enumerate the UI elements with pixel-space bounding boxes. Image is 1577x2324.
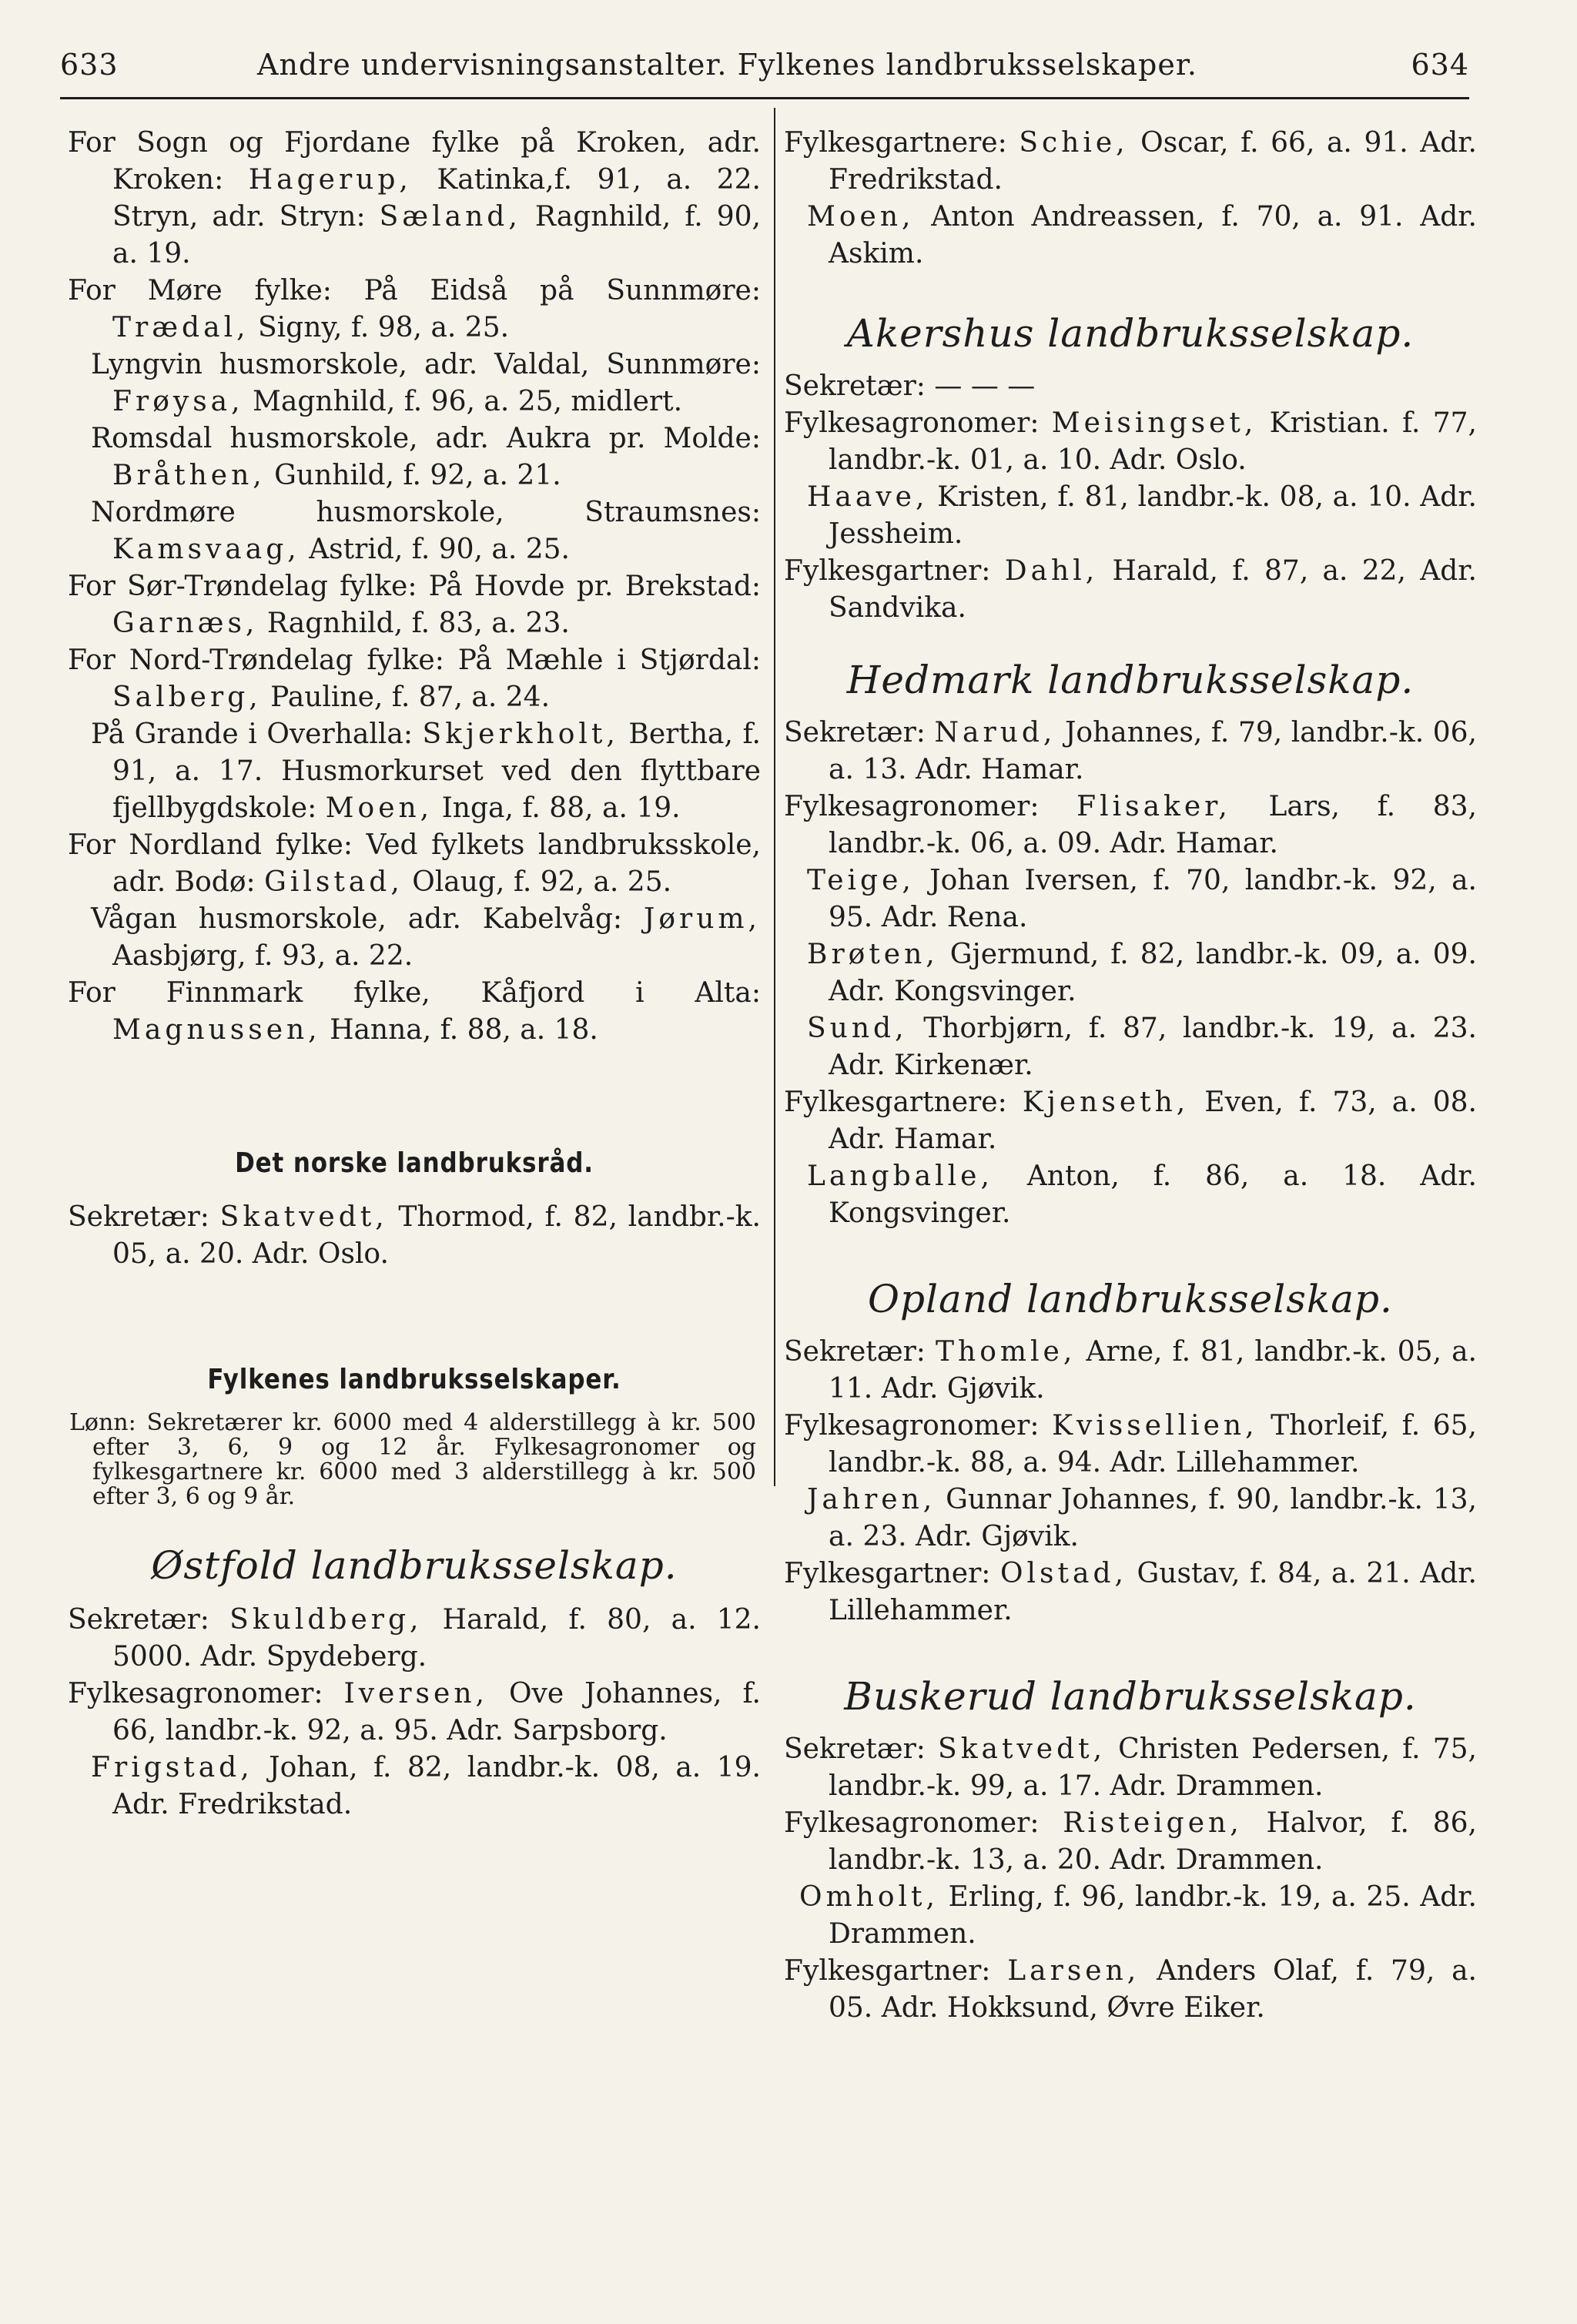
- section-heading: Opland landbruksselskap.: [868, 1277, 1393, 1321]
- section-heading: Akershus landbruksselskap.: [846, 311, 1415, 356]
- list-item: Sekretær: — — —: [784, 370, 1036, 402]
- list-item: Langballe, Anton, f. 86, a. 18. Adr. Kongsvinger.: [807, 1160, 1477, 1229]
- page-number-left: 633: [60, 48, 119, 82]
- list-item: Fylkesagronomer: Kvissellien, Thorleif, f. 65, landbr.-k. 88, a. 94. Adr. Lillehammer.: [784, 1410, 1477, 1478]
- list-item: Vågan husmorskole, adr. Kabelvåg: Jørum, Aasbjørg, f. 93, a. 22.: [91, 903, 761, 972]
- list-item: Haave, Kristen, f. 81, landbr.-k. 08, a. 10. Adr. Jessheim.: [807, 481, 1477, 550]
- running-header: [60, 48, 1469, 94]
- list-item: Jahren, Gunnar Johannes, f. 90, landbr.-k. 13, a. 23. Adr. Gjøvik.: [807, 1484, 1477, 1552]
- list-item: Fylkesgartnere: Kjenseth, Even, f. 73, a. 08. Adr. Hamar.: [784, 1087, 1477, 1155]
- list-item: Sekretær: Skatvedt, Christen Pedersen, f. 75, landbr.-k. 99, a. 17. Adr. Drammen.: [784, 1733, 1477, 1802]
- list-item: For Nordland fylke: Ved fylkets landbruksskole, adr. Bodø: Gilstad, Olaug, f. 92, a. 25.: [68, 829, 761, 898]
- list-item: Fylkesagronomer: Iversen, Ove Johannes, f. 66, landbr.-k. 92, a. 95. Adr. Sarpsborg.: [68, 1678, 761, 1746]
- section-heading: Buskerud landbruksselskap.: [844, 1674, 1417, 1719]
- section-heading: Fylkenes landbruksselskaper.: [207, 1364, 621, 1395]
- list-item: Frigstad, Johan, f. 82, landbr.-k. 08, a. 19. Adr. Fredrikstad.: [91, 1752, 761, 1820]
- list-item: Fylkesgartner: Dahl, Harald, f. 87, a. 22, Adr. Sandvika.: [784, 555, 1477, 624]
- list-item: På Grande i Overhalla: Skjerkholt, Bertha, f. 91, a. 17. Husmorkurset ved den flyttbare fjellbygdskole: Moen, Inga, f. 88, a. 19.: [91, 718, 761, 824]
- list-item: Fylkesagronomer: Meisingset, Kristian. f. 77, landbr.-k. 01, a. 10. Adr. Oslo.: [784, 407, 1477, 476]
- list-item: For Nord-Trøndelag fylke: På Mæhle i Stjørdal: Salberg, Pauline, f. 87, a. 24.: [68, 645, 761, 713]
- list-item: Fylkesagronomer: Risteigen, Halvor, f. 86, landbr.-k. 13, a. 20. Adr. Drammen.: [784, 1807, 1477, 1876]
- list-item: Fylkesgartner: Olstad, Gustav, f. 84, a. 21. Adr. Lillehammer.: [784, 1558, 1477, 1626]
- list-item: For Sogn og Fjordane fylke på Kroken, adr. Kroken: Hagerup, Katinka,f. 91, a. 22. Stryn, adr. Stryn: Sæland, Ragnhild, f. 90, a. 19.: [68, 127, 762, 270]
- right-column: [784, 125, 1477, 2027]
- list-item: Romsdal husmorskole, adr. Aukra pr. Molde: Bråthen, Gunhild, f. 92, a. 21.: [91, 423, 761, 491]
- list-item: Moen, Anton Andreassen, f. 70, a. 91. Adr. Askim.: [807, 201, 1477, 270]
- list-item: For Møre fylke: På Eidså på Sunnmøre: Trædal, Signy, f. 98, a. 25.: [68, 275, 761, 343]
- list-item: Sekretær: Thomle, Arne, f. 81, landbr.-k. 05, a. 11. Adr. Gjøvik.: [784, 1336, 1477, 1405]
- list-item: Sekretær: Skuldberg, Harald, f. 80, a. 12. 5000. Adr. Spydeberg.: [68, 1604, 761, 1673]
- section-heading: Hedmark landbruksselskap.: [846, 658, 1415, 702]
- list-item: Sund, Thorbjørn, f. 87, landbr.-k. 19, a. 23. Adr. Kirkenær.: [807, 1013, 1477, 1081]
- list-item: For Finnmark fylke, Kåfjord i Alta: Magnussen, Hanna, f. 88, a. 18.: [68, 977, 761, 1046]
- page-number-right: 634: [1411, 48, 1469, 82]
- list-item: Fylkesgartner: Larsen, Anders Olaf, f. 79, a. 05. Adr. Hokksund, Øvre Eiker.: [784, 1955, 1477, 2024]
- list-item: Brøten, Gjermund, f. 82, landbr.-k. 09, a. 09. Adr. Kongsvinger.: [807, 939, 1477, 1007]
- section-heading: Det norske landbruksråd.: [235, 1147, 594, 1179]
- list-item: Nordmøre husmorskole, Straumsnes: Kamsvaag, Astrid, f. 90, a. 25.: [91, 497, 761, 565]
- list-item: Lyngvin husmorskole, adr. Valdal, Sunnmøre: Frøysa, Magnhild, f. 96, a. 25, midlert.: [91, 349, 761, 417]
- list-item: Omholt, Erling, f. 96, landbr.-k. 19, a. 25. Adr. Drammen.: [799, 1881, 1477, 1950]
- list-item: Sekretær: Skatvedt, Thormod, f. 82, landbr.-k. 05, a. 20. Adr. Oslo.: [68, 1201, 761, 1270]
- section-heading: Østfold landbruksselskap.: [151, 1543, 678, 1588]
- salary-note: Lønn: Sekretærer kr. 6000 med 4 alderstillegg à kr. 500 efter 3, 6, 9 og 12 år. Fylkesagronomer og fylkesgartnere kr. 6000 med 3 alderstillegg à kr. 500 efter 3, 6 og 9 år.: [69, 1409, 756, 1510]
- list-item: Fylkesagronomer: Flisaker, Lars, f. 83, landbr.-k. 06, a. 09. Adr. Hamar.: [784, 791, 1477, 859]
- column-divider: [774, 108, 775, 1486]
- header-rule: [60, 97, 1469, 99]
- list-item: Sekretær: Narud, Johannes, f. 79, landbr.-k. 06, a. 13. Adr. Hamar.: [784, 717, 1477, 785]
- running-title: Andre undervisningsanstalter. Fylkenes landbruksselskaper.: [257, 48, 1197, 82]
- list-item: For Sør-Trøndelag fylke: På Hovde pr. Brekstad: Garnæs, Ragnhild, f. 83, a. 23.: [68, 571, 761, 639]
- left-column: [68, 125, 761, 1823]
- list-item: Fylkesgartnere: Schie, Oscar, f. 66, a. 91. Adr. Fredrikstad.: [784, 127, 1478, 196]
- list-item: Teige, Johan Iversen, f. 70, landbr.-k. 92, a. 95. Adr. Rena.: [807, 865, 1477, 933]
